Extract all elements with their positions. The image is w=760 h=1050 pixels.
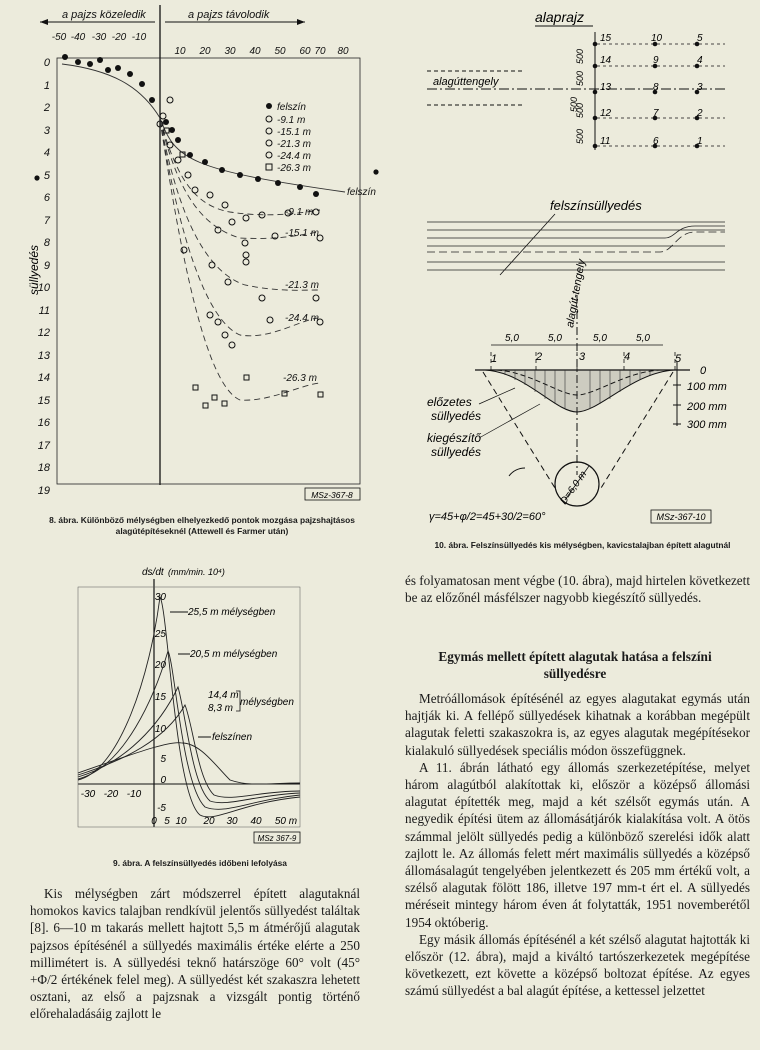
fig10-stamp: MSz-367-10 <box>656 512 706 522</box>
fig9-xtick: 40 <box>250 816 262 827</box>
fig9-ytick: 20 <box>154 660 166 671</box>
fig9-ytick: 0 <box>160 775 166 786</box>
right-column <box>405 572 750 606</box>
fig9-ytick: 15 <box>154 692 166 703</box>
right-column-body <box>405 690 750 1000</box>
fig8-xtick: -50 <box>51 32 67 43</box>
fig10-spacing: 5,0 <box>593 333 607 344</box>
fig10-point-number: 15 <box>600 33 612 44</box>
fig10-spacing: 5,0 <box>505 333 519 344</box>
fig10-point-number: 9 <box>653 55 659 66</box>
fig10-prelim-label: süllyedés <box>431 409 482 423</box>
fig10-section-point: 1 <box>491 353 498 365</box>
section-heading: Egymás mellett épített alagutak hatása a felszíni süllyedésre <box>438 649 712 681</box>
fig9-ytick: 5 <box>160 754 166 765</box>
left-column <box>30 885 360 1023</box>
fig9-xtick: -10 <box>126 789 142 800</box>
fig9-xtick: -20 <box>103 789 119 800</box>
fig9-ytick: 25 <box>154 629 166 640</box>
fig8-xtick: 10 <box>174 46 186 57</box>
fig8-xtick: 50 <box>274 46 286 57</box>
fig10-point-number: 14 <box>600 55 612 66</box>
fig8-legend-item: -9.1 m <box>277 115 306 126</box>
fig8-xtick: -10 <box>131 32 147 43</box>
fig8-ytick: 14 <box>37 372 50 384</box>
fig10-plan-title: alaprajz <box>535 9 585 25</box>
fig9-ytick: 30 <box>154 592 166 603</box>
fig10-section-point: 5 <box>675 353 682 365</box>
fig9-xtick-lower: 0 <box>151 816 157 827</box>
fig8-ytick: 18 <box>37 462 50 474</box>
fig10-extra-label: süllyedés <box>431 445 482 459</box>
fig8-curve-label: -24.4 m <box>285 313 319 324</box>
fig8-legend-item: felszín <box>277 102 306 113</box>
fig8-caption: 8. ábra. Különböző mélységben elhelyezkedő pontok mozgása pajzshajtásos alagútépítéseknél (Attewell és Farmer után) <box>49 515 355 536</box>
fig8-ytick: 15 <box>37 395 50 407</box>
figure-8 <box>0 0 395 510</box>
fig10-point-number: 5 <box>697 33 703 44</box>
fig10-point-number: 2 <box>697 108 703 119</box>
fig8-y-axis-label: süllyedés <box>27 244 41 295</box>
fig9-label: 20,5 m mélységben <box>190 649 278 660</box>
fig8-curve-label: -26.3 m <box>283 373 317 384</box>
fig8-stamp: MSz-367-8 <box>311 490 353 500</box>
fig8-ytick: 1 <box>43 80 50 92</box>
fig10-dim: 500 <box>569 96 579 112</box>
fig8-approach-label: a pajzs közeledik <box>62 9 146 21</box>
fig10-scale: 300 mm <box>687 419 727 431</box>
fig10-scale: 0 <box>700 365 707 377</box>
fig9-xtick-lower: 10 <box>175 816 187 827</box>
fig8-xtick: -30 <box>91 32 107 43</box>
fig8-ytick: 6 <box>43 192 50 204</box>
fig10-prelim-label: előzetes <box>427 395 472 409</box>
fig8-recede-label: a pajzs távolodik <box>188 9 270 21</box>
fig8-ytick: 3 <box>43 125 50 137</box>
fig8-ytick: 11 <box>38 305 50 317</box>
fig8-legend-item: -24.4 m <box>277 151 311 162</box>
fig10-section-point: 2 <box>536 351 543 363</box>
fig8-ytick: 8 <box>43 237 50 249</box>
fig8-curve-label: -15.1 m <box>285 228 319 239</box>
fig10-diameter: D=6,0 m <box>558 469 590 507</box>
fig9-label: mélységben <box>240 697 294 708</box>
fig8-ytick: 0 <box>43 57 50 69</box>
fig8-ytick: 13 <box>37 350 50 362</box>
fig10-spacing: 5,0 <box>636 333 650 344</box>
fig10-extra-label: kiegészítő <box>427 431 482 445</box>
fig10-point-number: 6 <box>653 136 659 147</box>
fig9-ytick: 10 <box>154 724 166 735</box>
fig8-ytick: 17 <box>37 440 50 452</box>
fig8-ytick: 9 <box>43 260 50 272</box>
fig8-curve-label: felszín <box>347 187 376 198</box>
fig10-scale: 200 mm <box>687 401 727 413</box>
fig8-xtick: 60 <box>299 46 311 57</box>
fig10-point-number: 10 <box>651 33 663 44</box>
fig8-curve-label: -21.3 m <box>285 280 319 291</box>
left-paragraph: Kis mélységben zárt módszerrel épített alagutaknál homokos kavics talajban rendkívül jelentős süllyedést találtak [8]. 6—10 m takarás mellett hajtott 5,5 m átmérőjű alagutak pajzsos építésénél a süllyedés maximális értéke elérte a 250 millimétert is. A süllyedési teknő határszöge 60° volt (45°+Φ/2 értékének felel meg). A süllyedést két szakaszra lehetett osztani, az első a pajzsnak a vizsgált pontig történő előrehaladásáig zajlott le <box>30 886 360 1022</box>
fig8-ytick: 4 <box>43 147 50 159</box>
fig10-surface-label: felszínsüllyedés <box>550 198 642 213</box>
fig9-stamp: MSz 367-9 <box>257 834 297 843</box>
fig10-dim: 500 <box>575 70 585 86</box>
fig8-xtick: 30 <box>224 46 236 57</box>
fig8-ytick: 10 <box>37 282 50 294</box>
fig10-spacing: 5,0 <box>548 333 562 344</box>
right-intro-paragraph: és folyamatosan ment végbe (10. ábra), majd hirtelen következett be az előzőnél másfélszer nagyobb kiegészítő süllyedés. <box>405 573 750 606</box>
fig9-label: 14,4 m <box>208 690 239 701</box>
fig9-label: felszínen <box>212 732 253 743</box>
fig10-scale: 100 mm <box>687 381 727 393</box>
fig10-point-number: 4 <box>697 55 703 66</box>
fig8-xtick: 40 <box>249 46 261 57</box>
fig8-xtick: 20 <box>199 46 211 57</box>
fig9-y-label: ds/dt <box>142 567 164 578</box>
fig8-legend-item: -21.3 m <box>277 139 311 150</box>
fig8-ytick: 7 <box>43 215 50 227</box>
figure-10 <box>405 0 760 540</box>
fig9-xtick: 50 m <box>274 816 298 827</box>
fig10-formula: γ=45+φ/2=45+30/2=60° <box>429 511 546 523</box>
figure-9 <box>0 555 395 860</box>
fig9-label: 8,3 m <box>208 703 234 714</box>
fig10-point-number: 13 <box>600 82 612 93</box>
fig10-caption: 10. ábra. Felszínsüllyedés kis mélységben, kavicstalajban épített alagutnál <box>434 540 731 550</box>
fig8-xtick: -40 <box>70 32 86 43</box>
paragraph-1: Metróállomások építésénél az egyes alagutakat egymás után hajtják ki. A fellépő süllyedések kihatnak a korábban megépült alagutak feletti szakaszokra is, az egyes alagutak megépítésekor kialakuló süllyedések speciális módon összefüggnek. <box>405 691 750 758</box>
fig8-ytick: 12 <box>37 327 50 339</box>
fig9-ytick: -5 <box>157 803 166 814</box>
fig8-ytick: 16 <box>37 417 50 429</box>
paragraph-3: Egy másik állomás építésénél a két szélső alagutat hajtották ki először (12. ábra), majd a kiváltó tartószerkezetek megépítése következett, ezt követte a középső boltozat építése. Az egyes számú süllyedést a bal alagút építése, a kettessel jelzettet <box>405 931 750 999</box>
fig8-legend-item: -26.3 m <box>277 163 311 174</box>
fig10-dim: 500 <box>575 48 585 64</box>
paragraph-2: A 11. ábrán látható egy állomás szerkezetépítése, melyet három alagútból alakítottak ki, először a középső állomási alagutat építették meg, majd a két szélsőt egymás után. A negyedik építési ütem az állomásátjárók kialakítása volt. A ötös számmal jelölt süllyedés pedig a különböző szerelési idők alatt zajlott le. Az állomás felett mért maximális süllyedés a középső állomásalagút tengelyében jelentkezett és 205 mm értékű volt, a szélső alagutak fölött 186, illetve 197 mm-t ért el. A süllyedés méréseit mintegy három éven át folytatták, 1951 novemberétől 1954 októberig. <box>405 759 750 930</box>
fig10-point-number: 3 <box>697 82 703 93</box>
fig10-point-number: 12 <box>600 108 612 119</box>
fig10-dim: 500 <box>575 128 585 144</box>
fig10-dim: 500 <box>575 102 585 118</box>
fig9-caption: 9. ábra. A felszínsüllyedés időbeni lefolyása <box>113 858 287 868</box>
fig9-y-unit: (mm/min. 10⁴) <box>168 567 225 577</box>
fig8-xtick: 80 <box>337 46 349 57</box>
fig10-section-point: 3 <box>579 351 586 363</box>
fig8-legend-item: -15.1 m <box>277 127 311 138</box>
fig9-xtick-lower: 5 <box>164 816 170 827</box>
fig10-point-number: 11 <box>600 136 611 147</box>
fig10-tunnel-axis: alagút-tengely <box>564 258 588 329</box>
fig10-section-point: 4 <box>624 351 631 363</box>
fig10-point-number: 8 <box>653 82 659 93</box>
fig9-xtick: 30 <box>226 816 238 827</box>
fig10-point-number: 7 <box>653 108 659 119</box>
fig9-label: 25,5 m mélységben <box>188 607 276 618</box>
fig9-xtick: -30 <box>80 789 96 800</box>
fig8-ytick: 2 <box>43 102 50 114</box>
fig10-axis-label: alagúttengely <box>433 76 499 88</box>
fig9-xtick: 20 <box>203 816 215 827</box>
fig8-ytick: 5 <box>43 170 50 182</box>
fig8-xtick: -20 <box>111 32 127 43</box>
fig8-xtick: 70 <box>314 46 326 57</box>
fig10-point-number: 1 <box>697 136 703 147</box>
fig8-ytick: 19 <box>37 485 50 497</box>
fig8-curve-label: -9.1 m <box>285 207 314 218</box>
